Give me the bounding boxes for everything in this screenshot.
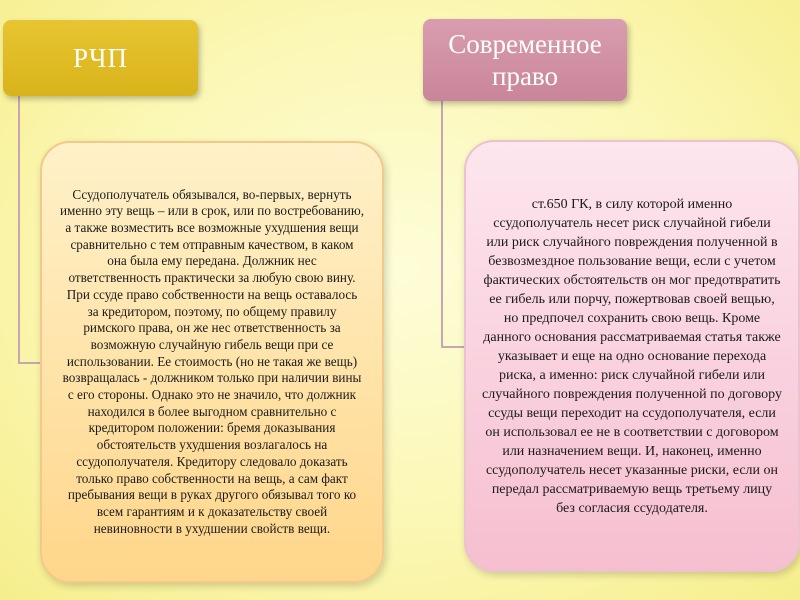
connector-left — [18, 96, 42, 364]
card-modern-law-text: ст.650 ГК, в силу которой именно ссудополучатель несет риск случайной гибели или риск случайного повреждения полученной в безвозмездное пользование вещи, если с учетом фактических обстоятельств он мог предотвратить ее гибель или порчу, пожертвовав своей вещью, но предпочел сохранить свою вещь. Кроме данного основания рассматриваемая статья также указывает и еще на одно основание перехода риска, а именно: риск случайной гибели или случайного повреждения полученной по договору ссуды вещи переходит на ссудополучателя, если он использовал ее не в соответствии с договором или назначением вещи. И, наконец, именно ссудополучатель несет указанные риски, если он передал рассматриваемую вещь третьему лицу без согласия ссудодателя. — [482, 196, 782, 516]
header-modern-law-label: Современное право — [448, 28, 602, 91]
connector-right — [441, 101, 466, 348]
card-modern-law — [464, 140, 800, 572]
header-modern-law — [423, 19, 627, 101]
card-rchp-text: Ссудополучатель обязывался, во-первых, вернуть именно эту вещь – или в срок, или по востребованию, а также возместить все возможные ухудшения вещи сравнительно с тем отправным качеством, в каком она была ему передана. Должник нес ответственность практически за любую свою вину. При ссуде право собственности на вещь оставалось за кредитором, поэтому, по общему правилу римского права, он же нес ответственность за возможную случайную гибель вещи при се использовании. Ее стоимость (но не такая же вещь) возвращалась - должником только при наличии вины с его стороны. Однако это не значило, что должник находился в более выгодном сравнительно с кредитором положении: бремя доказывания обстоятельств ухудшения возлагалось на ссудополучателя. Кредитору следовало доказать только право собственности на вещь, а сам факт пребывания вещи в руках другого обязывал того ко всем гарантиям и к доказательству своей невиновности в ухудшении свойств вещи. — [60, 186, 365, 536]
header-rchp — [3, 20, 198, 96]
card-rchp — [40, 141, 384, 583]
header-rchp-label: РЧП — [72, 42, 129, 73]
